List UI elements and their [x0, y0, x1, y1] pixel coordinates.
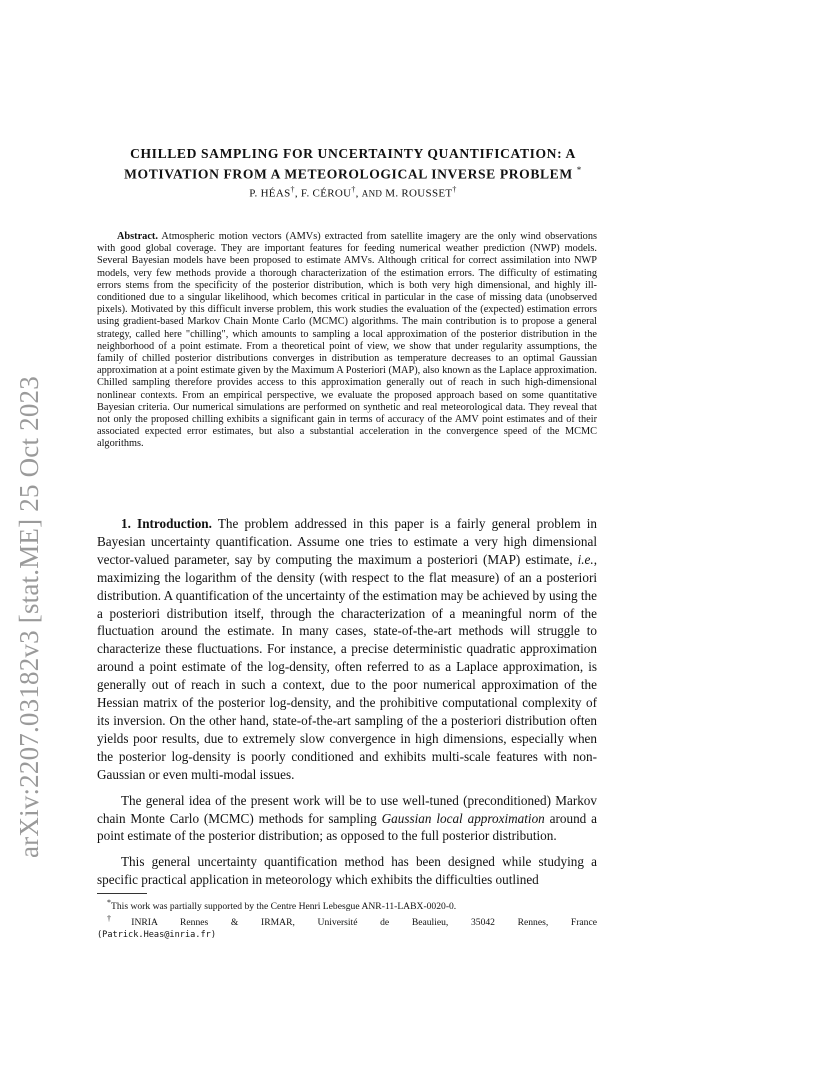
author-2: F. CÉROU — [300, 187, 352, 200]
intro-p1-part-a: The problem addressed in this paper is a fairly general problem in Bayesian uncertainty quantification. Assume one tries to estimate a very high dimensional vector-valued parameter, say by computing the maximum a posteriori (MAP) estimate, — [97, 516, 597, 567]
author-list: P. HÉAS†, F. CÉROU†, AND M. ROUSSET† — [249, 185, 457, 200]
paper-title — [98, 145, 608, 183]
title-line-2: MOTIVATION FROM A METEOROLOGICAL INVERSE PROBLEM — [124, 166, 573, 182]
intro-paragraph-1 — [97, 515, 597, 784]
title-footnote-mark: * — [576, 165, 582, 175]
footnote-rule — [97, 893, 147, 894]
footnote-2-mark: † — [107, 914, 132, 924]
abstract — [97, 231, 597, 451]
section-heading: 1. Introduction. — [121, 516, 212, 531]
intro-paragraph-3 — [97, 853, 597, 889]
footnote-2 — [97, 913, 597, 929]
footnote-2-text: INRIA Rennes & IRMAR, Université de Beaulieu, 35042 Rennes, France — [131, 917, 597, 929]
intro-p3-text: This general uncertainty quantification method has been designed while studying a specific practical application in meteorology which exhibits the difficulties outlined — [97, 854, 597, 888]
footnote-1-mark: * — [107, 898, 111, 907]
footnote-1 — [97, 897, 597, 913]
footnote-1-text: This work was partially supported by the Centre Henri Lebesgue ANR-11-LABX-0020-0. — [111, 901, 457, 913]
abstract-label: Abstract. — [117, 231, 158, 242]
intro-p2-part-a: The general idea of the present work will be to use well-tuned (preconditioned) Markov chain Monte Carlo (MCMC) methods for sampling — [97, 792, 597, 826]
author-3: M. ROUSSET — [385, 187, 453, 200]
intro-p2-emphasis: Gaussian local approximation — [381, 810, 545, 826]
intro-paragraph-2 — [97, 792, 597, 846]
arxiv-identifier-stamp: arXiv:2207.03182v3 [stat.ME] 25 Oct 2023 — [14, 376, 44, 858]
footnote-2-email-line — [97, 929, 597, 941]
author-1-mark: † — [290, 185, 295, 194]
author-and: AND — [361, 188, 383, 199]
footnote-2-email[interactable]: (Patrick.Heas@inria.fr) — [97, 930, 216, 941]
intro-p1-ie: i.e. — [577, 551, 594, 567]
footnotes — [97, 897, 597, 941]
title-line-1: CHILLED SAMPLING FOR UNCERTAINTY QUANTIFICATION: A — [130, 146, 576, 161]
intro-p1-part-b: , maximizing the logarithm of the density (with respect to the flat measure) of an a posteriori distribution. A quantification of the uncertainty of the estimation may be achieved by using the a posteriori distribution itself, through the characterization of a meaningful norm of the fluctuation around the estimate. In many cases, state-of-the-art methods will struggle to characterize these fluctuations. For instance, a precise deterministic quadratic approximation around a point estimate of the log-density, often referred to as a Laplace approximation, is generally out of reach in such a context, due to the poor numerical approximation of the Hessian matrix of the posterior log-density, and the prohibitive computational complexity of its inversion. On the other hand, state-of-the-art sampling of the a posteriori distribution often yields poor results, due to extremely slow convergence in high dimensions, especially when the posterior log-density is poorly conditioned and exhibits multi-scale features with non-Gaussian or even multi-modal issues. — [97, 551, 597, 782]
intro-p2-part-b: around a point estimate of the posterior distribution; as opposed to the full posterior distribution. — [97, 810, 597, 844]
abstract-text: Atmospheric motion vectors (AMVs) extracted from satellite imagery are the only wind observations with good global coverage. They are important features for feeding numerical weather prediction (NWP) models. Several Bayesian models have been proposed to estimate AMVs. Although critical for correct assimilation into NWP models, very few methods provide a thorough characterization of the estimation errors. The difficulty of estimating errors stems from the specificity of the posterior distribution, which is both very high dimensional, and highly ill-conditioned due to a singular likelihood, which becomes critical in particular in the case of missing data (unobserved pixels). Motivated by this difficult inverse problem, this work studies the evaluation of the (expected) estimation errors using gradient-based Markov Chain Monte Carlo (MCMC) algorithms. The main contribution is to propose a general strategy, called here "chilling", which amounts to sampling a local approximation of the posterior distribution in the neighborhood of a point estimate. From a theoretical point of view, we show that under regularity assumptions, the family of chilled posterior distributions converges in distribution as temperature decreases to an optimal Gaussian approximation at a point estimate given by the Maximum A Posteriori (MAP), also known as the Laplace approximation. Chilled sampling therefore provides access to this approximation generally out of reach in such high-dimensional nonlinear contexts. From an empirical perspective, we evaluate the proposed approach based on some quantitative Bayesian criteria. Our numerical simulations are performed on synthetic and real meteorological data. They reveal that not only the proposed chilling exhibits a significant gain in terms of accuracy of the AMV point estimates and of their associated expected error estimates, but also a substantial acceleration in the convergence speed of the MCMC algorithms. — [97, 231, 597, 450]
author-3-mark: † — [452, 185, 457, 194]
introduction-section — [97, 515, 597, 897]
author-2-mark: † — [351, 185, 356, 194]
author-1: P. HÉAS — [249, 187, 291, 200]
